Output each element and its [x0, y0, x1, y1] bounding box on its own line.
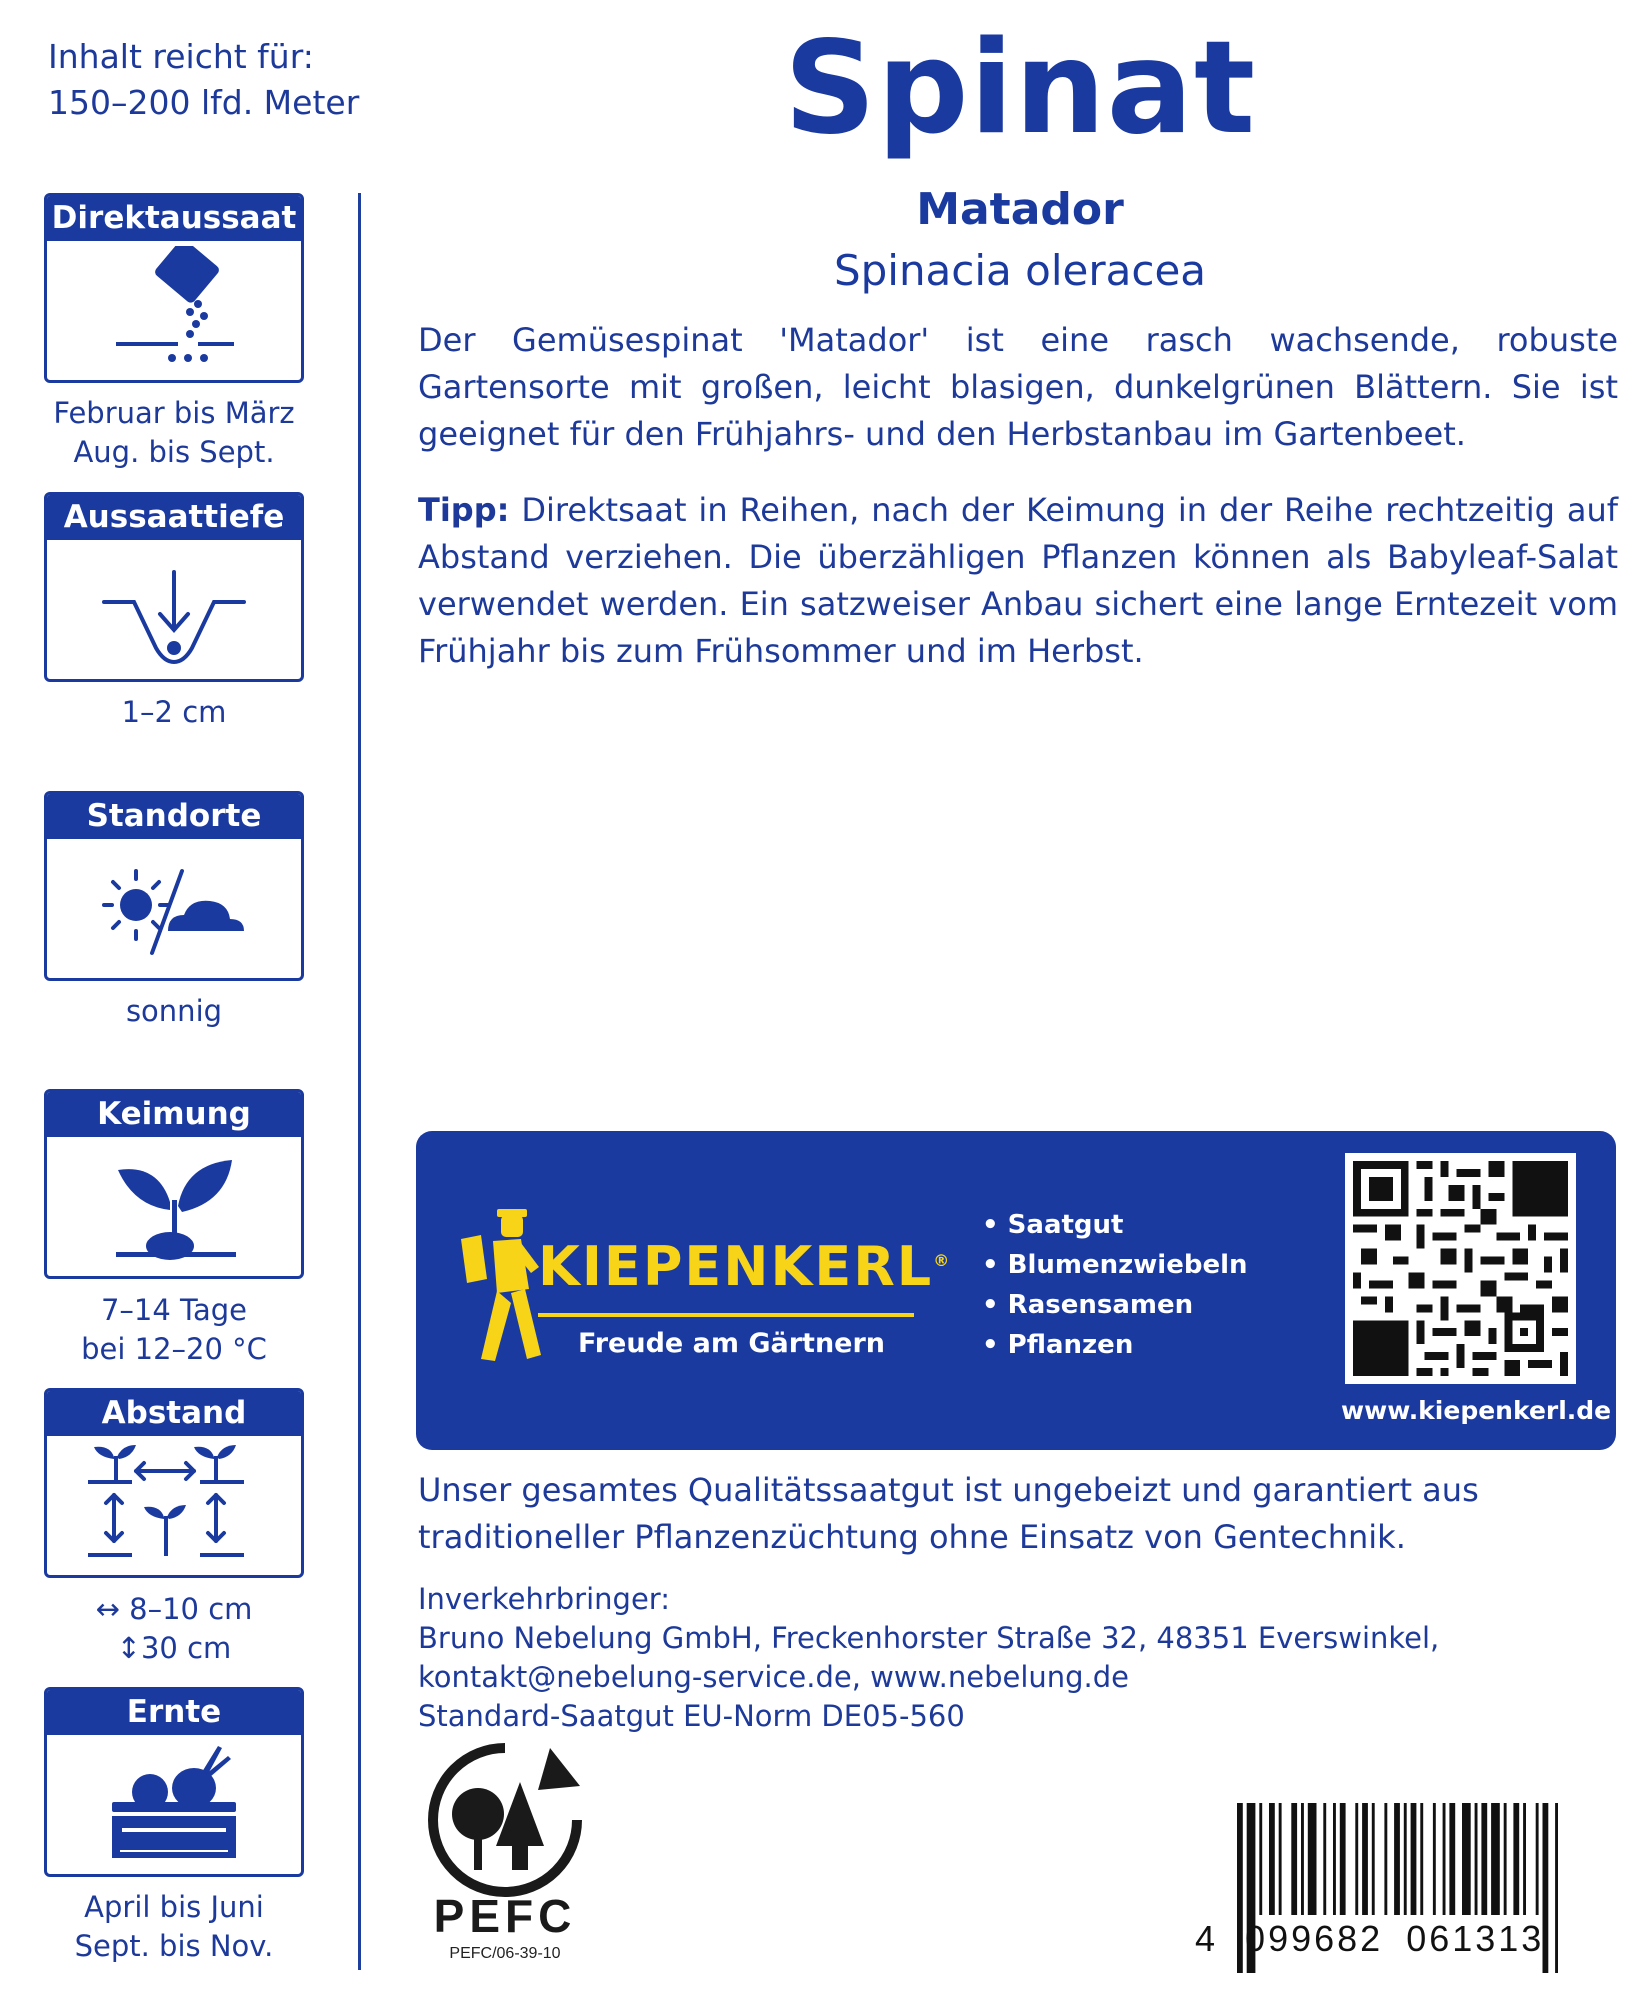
product-variety: Matador	[916, 184, 1124, 235]
seed-norm: Standard-Saatgut EU-Norm DE05-560	[418, 1699, 965, 1733]
harvest-crate-icon	[94, 1740, 254, 1870]
row-spacing-value: 8–10 cm	[129, 1592, 253, 1626]
spacing-box	[44, 1388, 304, 1578]
service-list	[982, 1205, 1248, 1365]
product-latin-name: Spinacia oleracea	[833, 246, 1207, 295]
barcode-bar	[1491, 1803, 1500, 1915]
depth-caption	[44, 693, 304, 732]
barcode-bar	[1433, 1803, 1436, 1915]
depth-title: Aussaattiefe	[47, 495, 301, 540]
barcode-bar	[1449, 1803, 1455, 1915]
ean-left-group: 099682	[1245, 1918, 1384, 1959]
tip-label: Tipp:	[418, 491, 510, 529]
ean-first-digit: 4	[1195, 1918, 1219, 1959]
location-box	[44, 791, 304, 981]
barcode-bar	[1340, 1803, 1346, 1915]
germination-duration: 7–14 Tage	[100, 1293, 247, 1327]
sowing-title: Direktaussaat	[47, 196, 301, 241]
service-item: • Rasensamen	[982, 1285, 1248, 1325]
barcode-bar	[1462, 1803, 1471, 1915]
barcode-bar	[1323, 1803, 1326, 1915]
registered-mark: ®	[933, 1251, 952, 1270]
barcode-bar	[1404, 1803, 1407, 1915]
germination-box	[44, 1089, 304, 1279]
barcode-bar	[1536, 1803, 1539, 1915]
brand-logo-text	[538, 1231, 951, 1297]
depth-box	[44, 492, 304, 682]
pefc-code: PEFC/06-39-10	[449, 1945, 561, 1962]
barcode-bar	[1259, 1803, 1262, 1915]
sun-cloud-icon	[94, 849, 254, 969]
barcode-bar	[1301, 1803, 1304, 1915]
barcode-bar	[1355, 1803, 1358, 1915]
barcode-bar	[1333, 1803, 1336, 1915]
barcode-bar	[1372, 1803, 1375, 1915]
distributor-address: Bruno Nebelung GmbH, Freckenhorster Straße 32, 48351 Everswinkel,	[418, 1621, 1440, 1655]
vertical-arrow-icon: ↕	[116, 1631, 141, 1665]
seedling-icon	[94, 1142, 254, 1272]
qr-code[interactable]	[1345, 1153, 1576, 1384]
harvest-box	[44, 1687, 304, 1877]
germination-caption	[44, 1291, 304, 1369]
column-divider	[358, 193, 361, 1970]
barcode-bar	[1443, 1803, 1446, 1915]
product-name: Spinat	[783, 14, 1257, 163]
barcode-bar	[1308, 1803, 1317, 1915]
spacing-title: Abstand	[47, 1391, 301, 1436]
pefc-label: PEFC	[433, 1890, 577, 1940]
distributor-label: Inverkehrbringer:	[418, 1582, 670, 1616]
sowing-period-1: Februar bis März	[53, 396, 295, 430]
barcode-bar	[1504, 1803, 1507, 1915]
seed-pouring-icon	[94, 246, 254, 376]
barcode-bar	[1384, 1803, 1387, 1915]
location-caption	[44, 992, 304, 1031]
distributor-contact: kontakt@nebelung-service.de, www.nebelung.de	[418, 1660, 1130, 1694]
harvest-title: Ernte	[47, 1690, 301, 1735]
ean-number	[1195, 1918, 1615, 1960]
brand-url[interactable]: www.kiepenkerl.de	[1341, 1396, 1612, 1425]
tip-text: Direktsaat in Reihen, nach der Keimung in der Reihe rechtzeitig auf Abstand verziehen. Die überzähligen Pflanzen können als Babyleaf-Salat verwendet werden. Ein satzweiser Anbau sichert eine lange Erntezeit vom Frühjahr bis zum Frühsommer und im Herbst.	[418, 491, 1619, 670]
plant-spacing-icon	[84, 1441, 264, 1571]
horizontal-arrow-icon: ↔	[95, 1592, 120, 1626]
sowing-caption	[44, 394, 304, 472]
product-description: Der Gemüsespinat 'Matador' ist eine rasch wachsende, robuste Gartensorte mit großen, leicht blasigen, dunkelgrünen Blättern. Sie ist geeignet für den Frühjahrs- und den Herbstanbau im Gartenbeet.	[418, 321, 1618, 453]
capacity-label: Inhalt reicht für:	[48, 37, 314, 76]
barcode-bar	[1513, 1803, 1519, 1915]
barcode-bar	[1394, 1803, 1400, 1915]
hiker-logo-icon	[451, 1209, 547, 1369]
spacing-col	[44, 1629, 304, 1668]
distributor-info	[418, 1580, 1618, 1736]
service-item: • Blumenzwiebeln	[982, 1245, 1248, 1285]
barcode-bar	[1269, 1803, 1275, 1915]
growing-tip	[418, 487, 1618, 675]
depth-value: 1–2 cm	[121, 695, 227, 729]
spacing-row	[44, 1590, 304, 1629]
harvest-period-1: April bis Juni	[84, 1890, 264, 1924]
pefc-logo	[420, 1740, 590, 1940]
harvest-period-2: Sept. bis Nov.	[74, 1929, 274, 1963]
barcode-bar	[1362, 1803, 1368, 1915]
brand-slogan: Freude am Gärtnern	[578, 1328, 886, 1359]
service-item: • Saatgut	[982, 1205, 1248, 1245]
brand-banner	[416, 1131, 1616, 1450]
barcode-bar	[1291, 1803, 1297, 1915]
capacity-info	[48, 34, 359, 126]
ean-right-group: 061313	[1406, 1918, 1545, 1959]
sowing-box	[44, 193, 304, 383]
sowing-depth-icon	[94, 550, 254, 670]
column-spacing-value: 30 cm	[140, 1631, 232, 1665]
barcode-bar	[1481, 1803, 1487, 1915]
barcode-bar	[1523, 1803, 1526, 1915]
brand-name: KIEPENKERL	[538, 1235, 934, 1298]
location-value: sonnig	[125, 994, 223, 1028]
sowing-period-2: Aug. bis Sept.	[73, 435, 275, 469]
capacity-value: 150–200 lfd. Meter	[48, 83, 360, 122]
germination-title: Keimung	[47, 1092, 301, 1137]
location-title: Standorte	[47, 794, 301, 839]
service-item: • Pflanzen	[982, 1325, 1248, 1365]
brand-underline	[538, 1313, 914, 1317]
barcode-bar	[1420, 1803, 1423, 1915]
harvest-caption	[44, 1888, 304, 1966]
barcode-bar	[1411, 1803, 1417, 1915]
spacing-caption	[44, 1590, 304, 1668]
quality-guarantee: Unser gesamtes Qualitätssaatgut ist ungebeizt und garantiert aus traditioneller Pflanzenzüchtung ohne Einsatz von Gentechnik.	[418, 1471, 1479, 1556]
barcode-bar	[1279, 1803, 1282, 1915]
germination-temperature: bei 12–20 °C	[81, 1332, 267, 1366]
barcode-bar	[1475, 1803, 1478, 1915]
